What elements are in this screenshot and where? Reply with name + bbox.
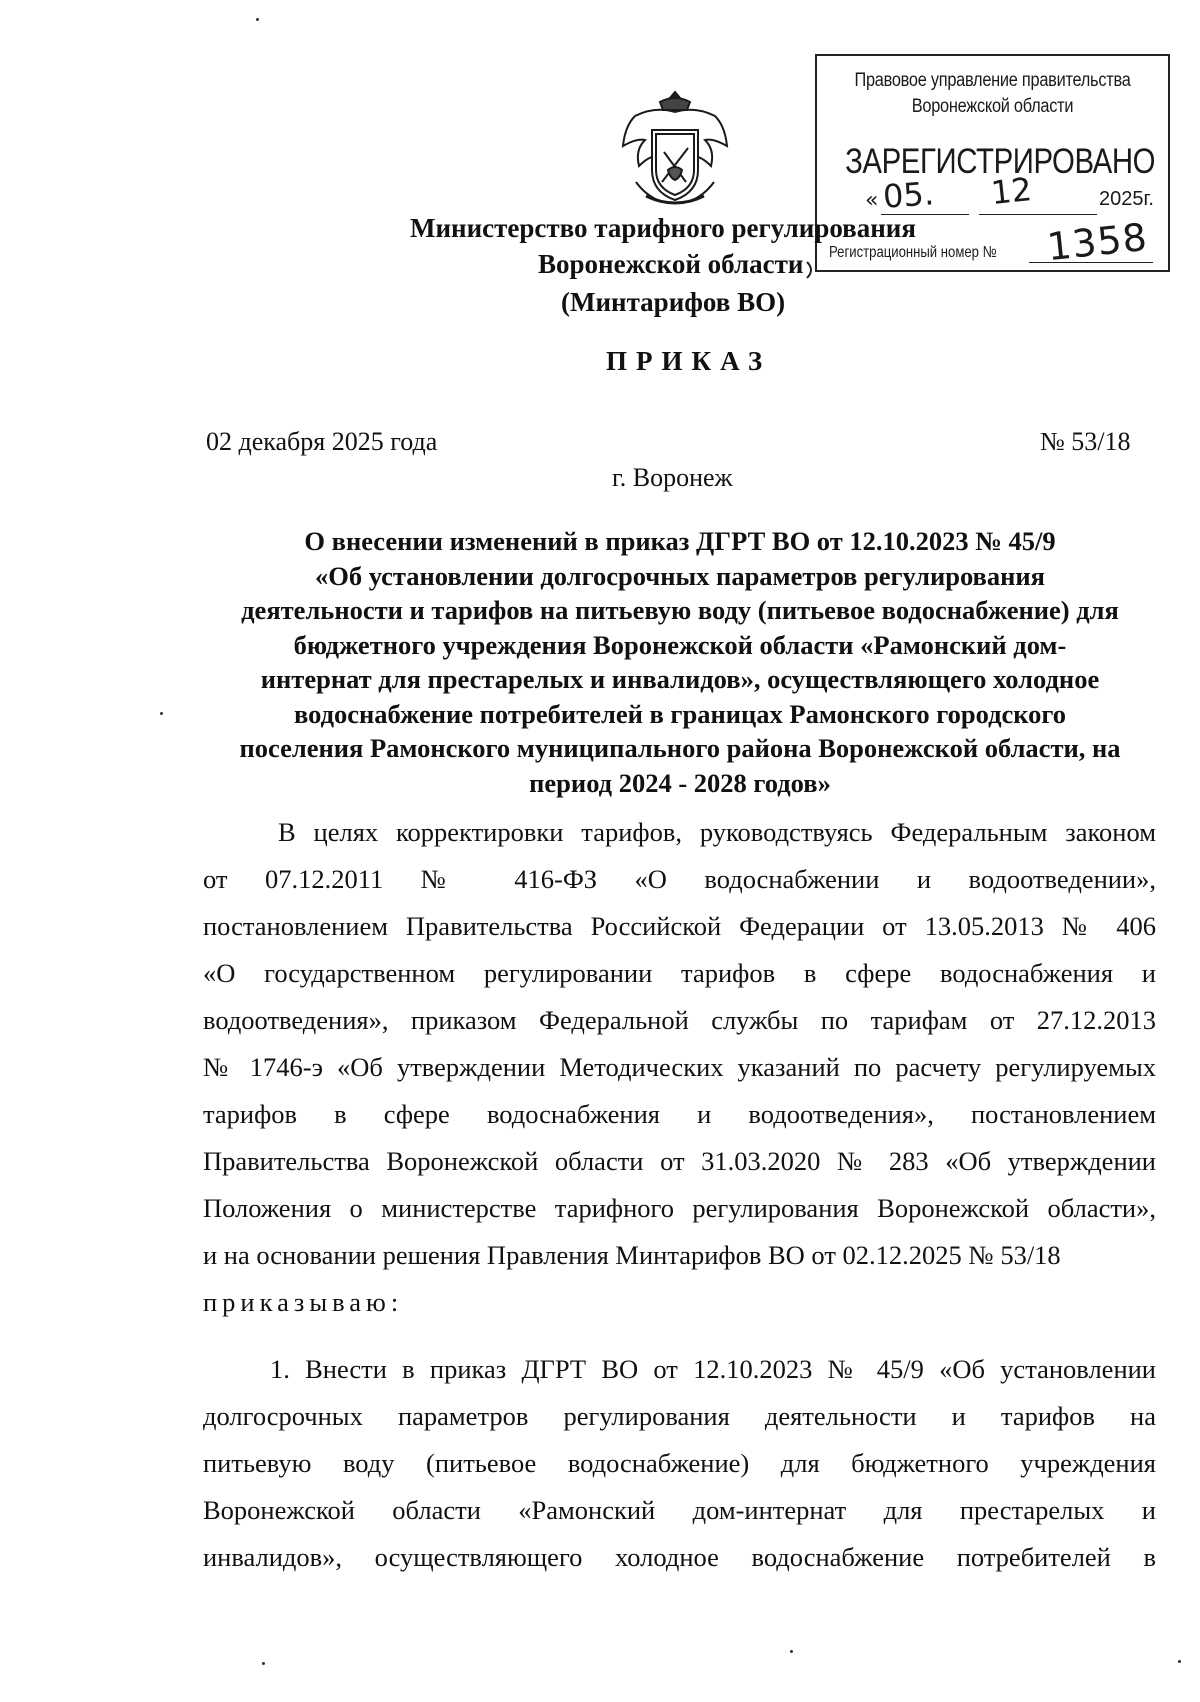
document-subject xyxy=(205,524,1155,800)
subject-line: поселения Рамонского муниципального района Воронежской области, на xyxy=(239,733,1121,763)
ministry-name-line2: Воронежской области xyxy=(538,249,804,279)
scan-speck xyxy=(160,712,163,715)
subject-line: водоснабжение потребителей в границах Рамонского городского xyxy=(293,698,1067,729)
stamp-reg-number-label: Регистрационный номер № xyxy=(829,244,997,261)
preamble-line: от 07.12.2011 № 416-ФЗ «О водоснабжении и водоотведении», xyxy=(203,864,1156,894)
preamble-line: № 1746-э «Об утверждении Методических указаний по расчету регулируемых xyxy=(203,1052,1156,1082)
document-number: № 53/18 xyxy=(1040,427,1131,456)
preamble-line: и на основании решения Правления Минтарифов ВО от 02.12.2025 № 53/18 xyxy=(203,1240,1061,1270)
order-word: приказываю: xyxy=(203,1287,404,1317)
preamble-line: постановлением Правительства Российской Федерации от 13.05.2013 № 406 xyxy=(203,911,1156,941)
stamp-bracket-mark xyxy=(805,260,819,280)
document-date: 02 декабря 2025 года xyxy=(206,427,438,456)
subject-line: деятельности и тарифов на питьевую воду (питьевое водоснабжение) для xyxy=(241,595,1119,625)
preamble-line: «О государственном регулировании тарифов в сфере водоснабжения и xyxy=(203,958,1156,988)
subject-line: интернат для престарелых и инвалидов», осуществляющего холодное xyxy=(260,664,1100,694)
preamble-line: Правительства Воронежской области от 31.03.2020 № 283 «Об утверждении xyxy=(203,1146,1156,1176)
stamp-registered-label: ЗАРЕГИСТРИРОВАНО xyxy=(845,142,1156,181)
preamble-line: В целях корректировки тарифов, руководствуясь Федеральным законом xyxy=(278,817,1156,847)
stamp-date-day: 05. xyxy=(881,174,936,216)
subject-line: «Об установлении долгосрочных параметров регулирования xyxy=(315,560,1045,591)
document-city: г. Воронеж xyxy=(612,463,733,492)
stamp-reg-number-value: 1358 xyxy=(1044,214,1150,270)
item1-line: Воронежской области «Рамонский дом-интернат для престарелых и xyxy=(203,1495,1156,1525)
preamble-line: водоотведения», приказом Федеральной службы по тарифам от 27.12.2013 xyxy=(203,1005,1156,1035)
item1-line: питьевую воду (питьевое водоснабжение) для бюджетного учреждения xyxy=(203,1448,1156,1478)
stamp-date-month: 12 xyxy=(989,169,1034,213)
stamp-authority-line2: Воронежской области xyxy=(911,96,1074,117)
ministry-abbreviation: (Минтарифов ВО) xyxy=(561,287,786,317)
subject-line: бюджетного учреждения Воронежской области «Рамонский дом- xyxy=(293,629,1067,660)
preamble-line: Положения о министерстве тарифного регулирования Воронежской области», xyxy=(203,1193,1156,1223)
item1-line: 1. Внести в приказ ДГРТ ВО от 12.10.2023 № 45/9 «Об установлении xyxy=(270,1354,1156,1384)
stamp-quote-open: « xyxy=(865,188,879,213)
item1-line: инвалидов», осуществляющего холодное водоснабжение потребителей в xyxy=(203,1542,1156,1572)
subject-line: О внесении изменений в приказ ДГРТ ВО от 12.10.2023 № 45/9 xyxy=(304,526,1056,556)
preamble-line: тарифов в сфере водоснабжения и водоотведения», постановлением xyxy=(203,1099,1156,1129)
item1-line: долгосрочных параметров регулирования деятельности и тарифов на xyxy=(203,1401,1156,1431)
stamp-authority-line1: Правовое управление правительства xyxy=(854,70,1131,91)
scan-speck xyxy=(262,1662,265,1665)
stamp-registration-date xyxy=(861,169,1161,218)
scan-speck xyxy=(256,18,259,21)
scan-speck xyxy=(790,1650,793,1653)
stamp-date-year: 2025г. xyxy=(1099,188,1154,210)
document-type-title: ПРИКАЗ xyxy=(606,346,772,376)
coat-of-arms-emblem xyxy=(616,86,734,214)
subject-line: период 2024 - 2028 годов» xyxy=(529,767,831,798)
ministry-name-line1: Министерство тарифного регулирования xyxy=(410,213,916,243)
scan-speck xyxy=(1178,1660,1181,1663)
